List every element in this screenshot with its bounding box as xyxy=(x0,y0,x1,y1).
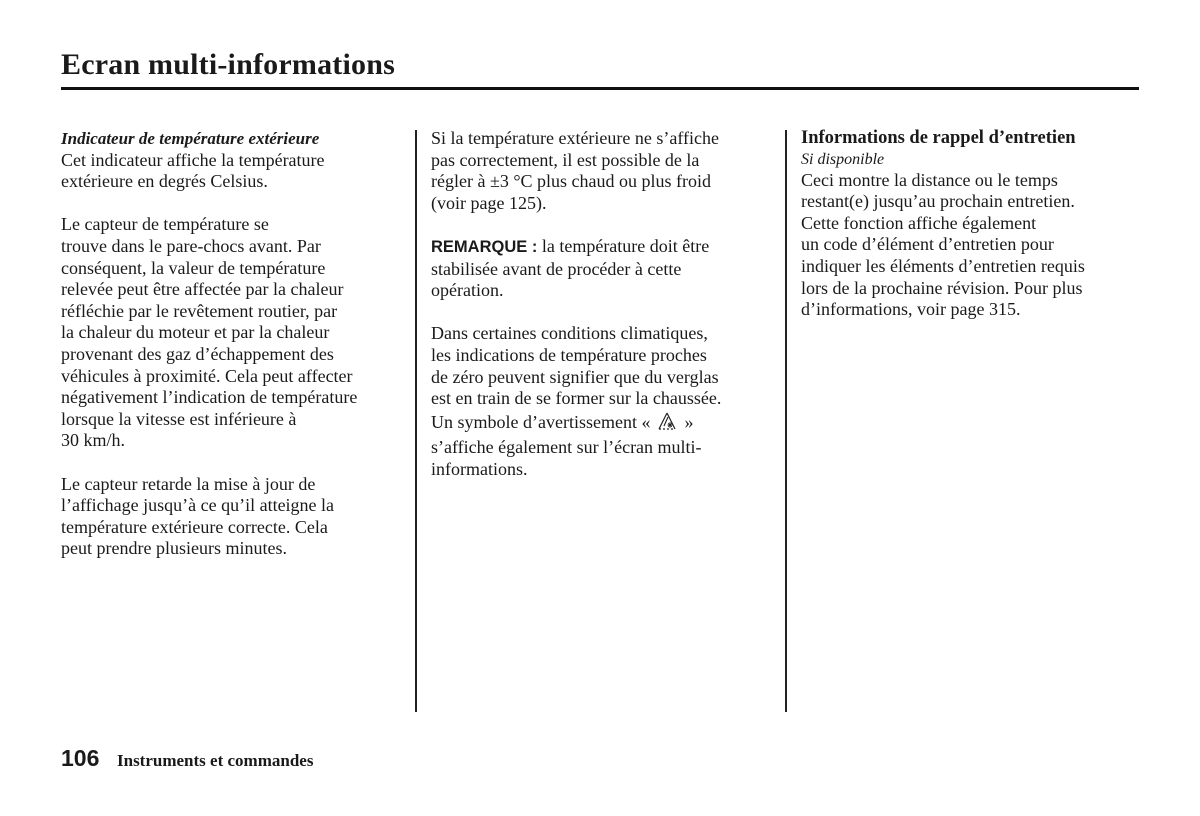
text-line: (voir page 125). xyxy=(431,192,547,213)
text-line: un code d’élément d’entretien pour xyxy=(801,234,1054,255)
text-line: température extérieure correcte. Cela xyxy=(61,516,328,537)
text-line: Ceci montre la distance ou le temps xyxy=(801,169,1058,190)
outside-temp-heading: Indicateur de température extérieure xyxy=(61,129,320,148)
text-line: lors de la prochaine révision. Pour plus xyxy=(801,277,1083,298)
remarque-paragraph xyxy=(431,236,786,302)
text-line: est en train de se former sur la chaussée. xyxy=(431,388,722,409)
text-line: provenant des gaz d’échappement des xyxy=(61,343,334,364)
text-line: d’informations, voir page 315. xyxy=(801,299,1021,320)
text-line: conséquent, la valeur de température xyxy=(61,257,326,278)
text-line: Le capteur de température se xyxy=(61,214,269,235)
text-line: 30 km/h. xyxy=(61,430,126,451)
text-line: lorsque la vitesse est inférieure à xyxy=(61,408,297,429)
text-line: régler à ±3 °C plus chaud ou plus froid xyxy=(431,171,712,192)
text-line: Si la température extérieure ne s’affiche xyxy=(431,128,720,148)
remarque-text: la température doit être xyxy=(537,235,710,256)
page-title: Ecran multi-informations xyxy=(61,48,395,81)
text-line: de zéro peuvent signifier que du verglas xyxy=(431,366,719,387)
section-name: Instruments et commandes xyxy=(117,751,314,770)
text-line: négativement l’indication de température xyxy=(61,387,358,408)
text-line: réfléchie par le revêtement routier, par xyxy=(61,300,338,321)
text-line: stabilisée avant de procéder à cette xyxy=(431,258,682,279)
text-line: restant(e) jusqu’au prochain entretien. xyxy=(801,191,1075,212)
text-line: la chaleur du moteur et par la chaleur xyxy=(61,322,330,343)
column-temperature-adjust xyxy=(431,128,786,502)
maintenance-paragraph xyxy=(801,170,1141,321)
text-line xyxy=(431,236,786,259)
text-line: opération. xyxy=(431,280,504,301)
text-line: pas correctement, il est possible de la xyxy=(431,149,700,170)
text-line xyxy=(431,410,786,438)
text-line: véhicules à proximité. Cela peut affecter xyxy=(61,365,353,386)
sensor-delay-paragraph xyxy=(61,474,406,560)
adjust-paragraph xyxy=(431,128,786,214)
ice-warning-icon xyxy=(656,410,678,438)
outside-temp-intro xyxy=(61,150,406,193)
text-line: Cette fonction affiche également xyxy=(801,212,1037,233)
page-number: 106 xyxy=(61,745,100,771)
text-line: les indications de température proches xyxy=(431,344,707,365)
symbol-text-after: » xyxy=(684,411,694,432)
column-outside-temperature xyxy=(61,128,406,581)
text-line: l’affichage jusqu’à ce qu’il atteigne la xyxy=(61,495,335,516)
text-line: indiquer les éléments d’entretien requis xyxy=(801,255,1085,276)
title-rule xyxy=(61,87,1139,90)
column-divider xyxy=(415,130,417,712)
text-line: Le capteur retarde la mise à jour de xyxy=(61,473,316,494)
symbol-text-before: Un symbole d’avertissement « xyxy=(431,411,651,432)
text-line: Cet indicateur affiche la température xyxy=(61,149,325,170)
text-line: peut prendre plusieurs minutes. xyxy=(61,538,287,559)
availability-note: Si disponible xyxy=(801,150,885,168)
ice-warning-paragraph xyxy=(431,323,786,480)
text-line: extérieure en degrés Celsius. xyxy=(61,171,268,192)
maintenance-heading: Informations de rappel d’entretien xyxy=(801,128,1076,148)
column-maintenance-reminder xyxy=(801,128,1141,342)
remarque-label: REMARQUE : xyxy=(431,237,538,256)
text-line: Dans certaines conditions climatiques, xyxy=(431,323,708,344)
sensor-location-paragraph xyxy=(61,214,406,452)
text-line: trouve dans le pare-chocs avant. Par xyxy=(61,235,321,256)
column-divider xyxy=(785,130,787,712)
text-line: relevée peut être affectée par la chaleur xyxy=(61,279,344,300)
text-line: informations. xyxy=(431,458,528,479)
text-line: s’affiche également sur l’écran multi- xyxy=(431,437,702,458)
